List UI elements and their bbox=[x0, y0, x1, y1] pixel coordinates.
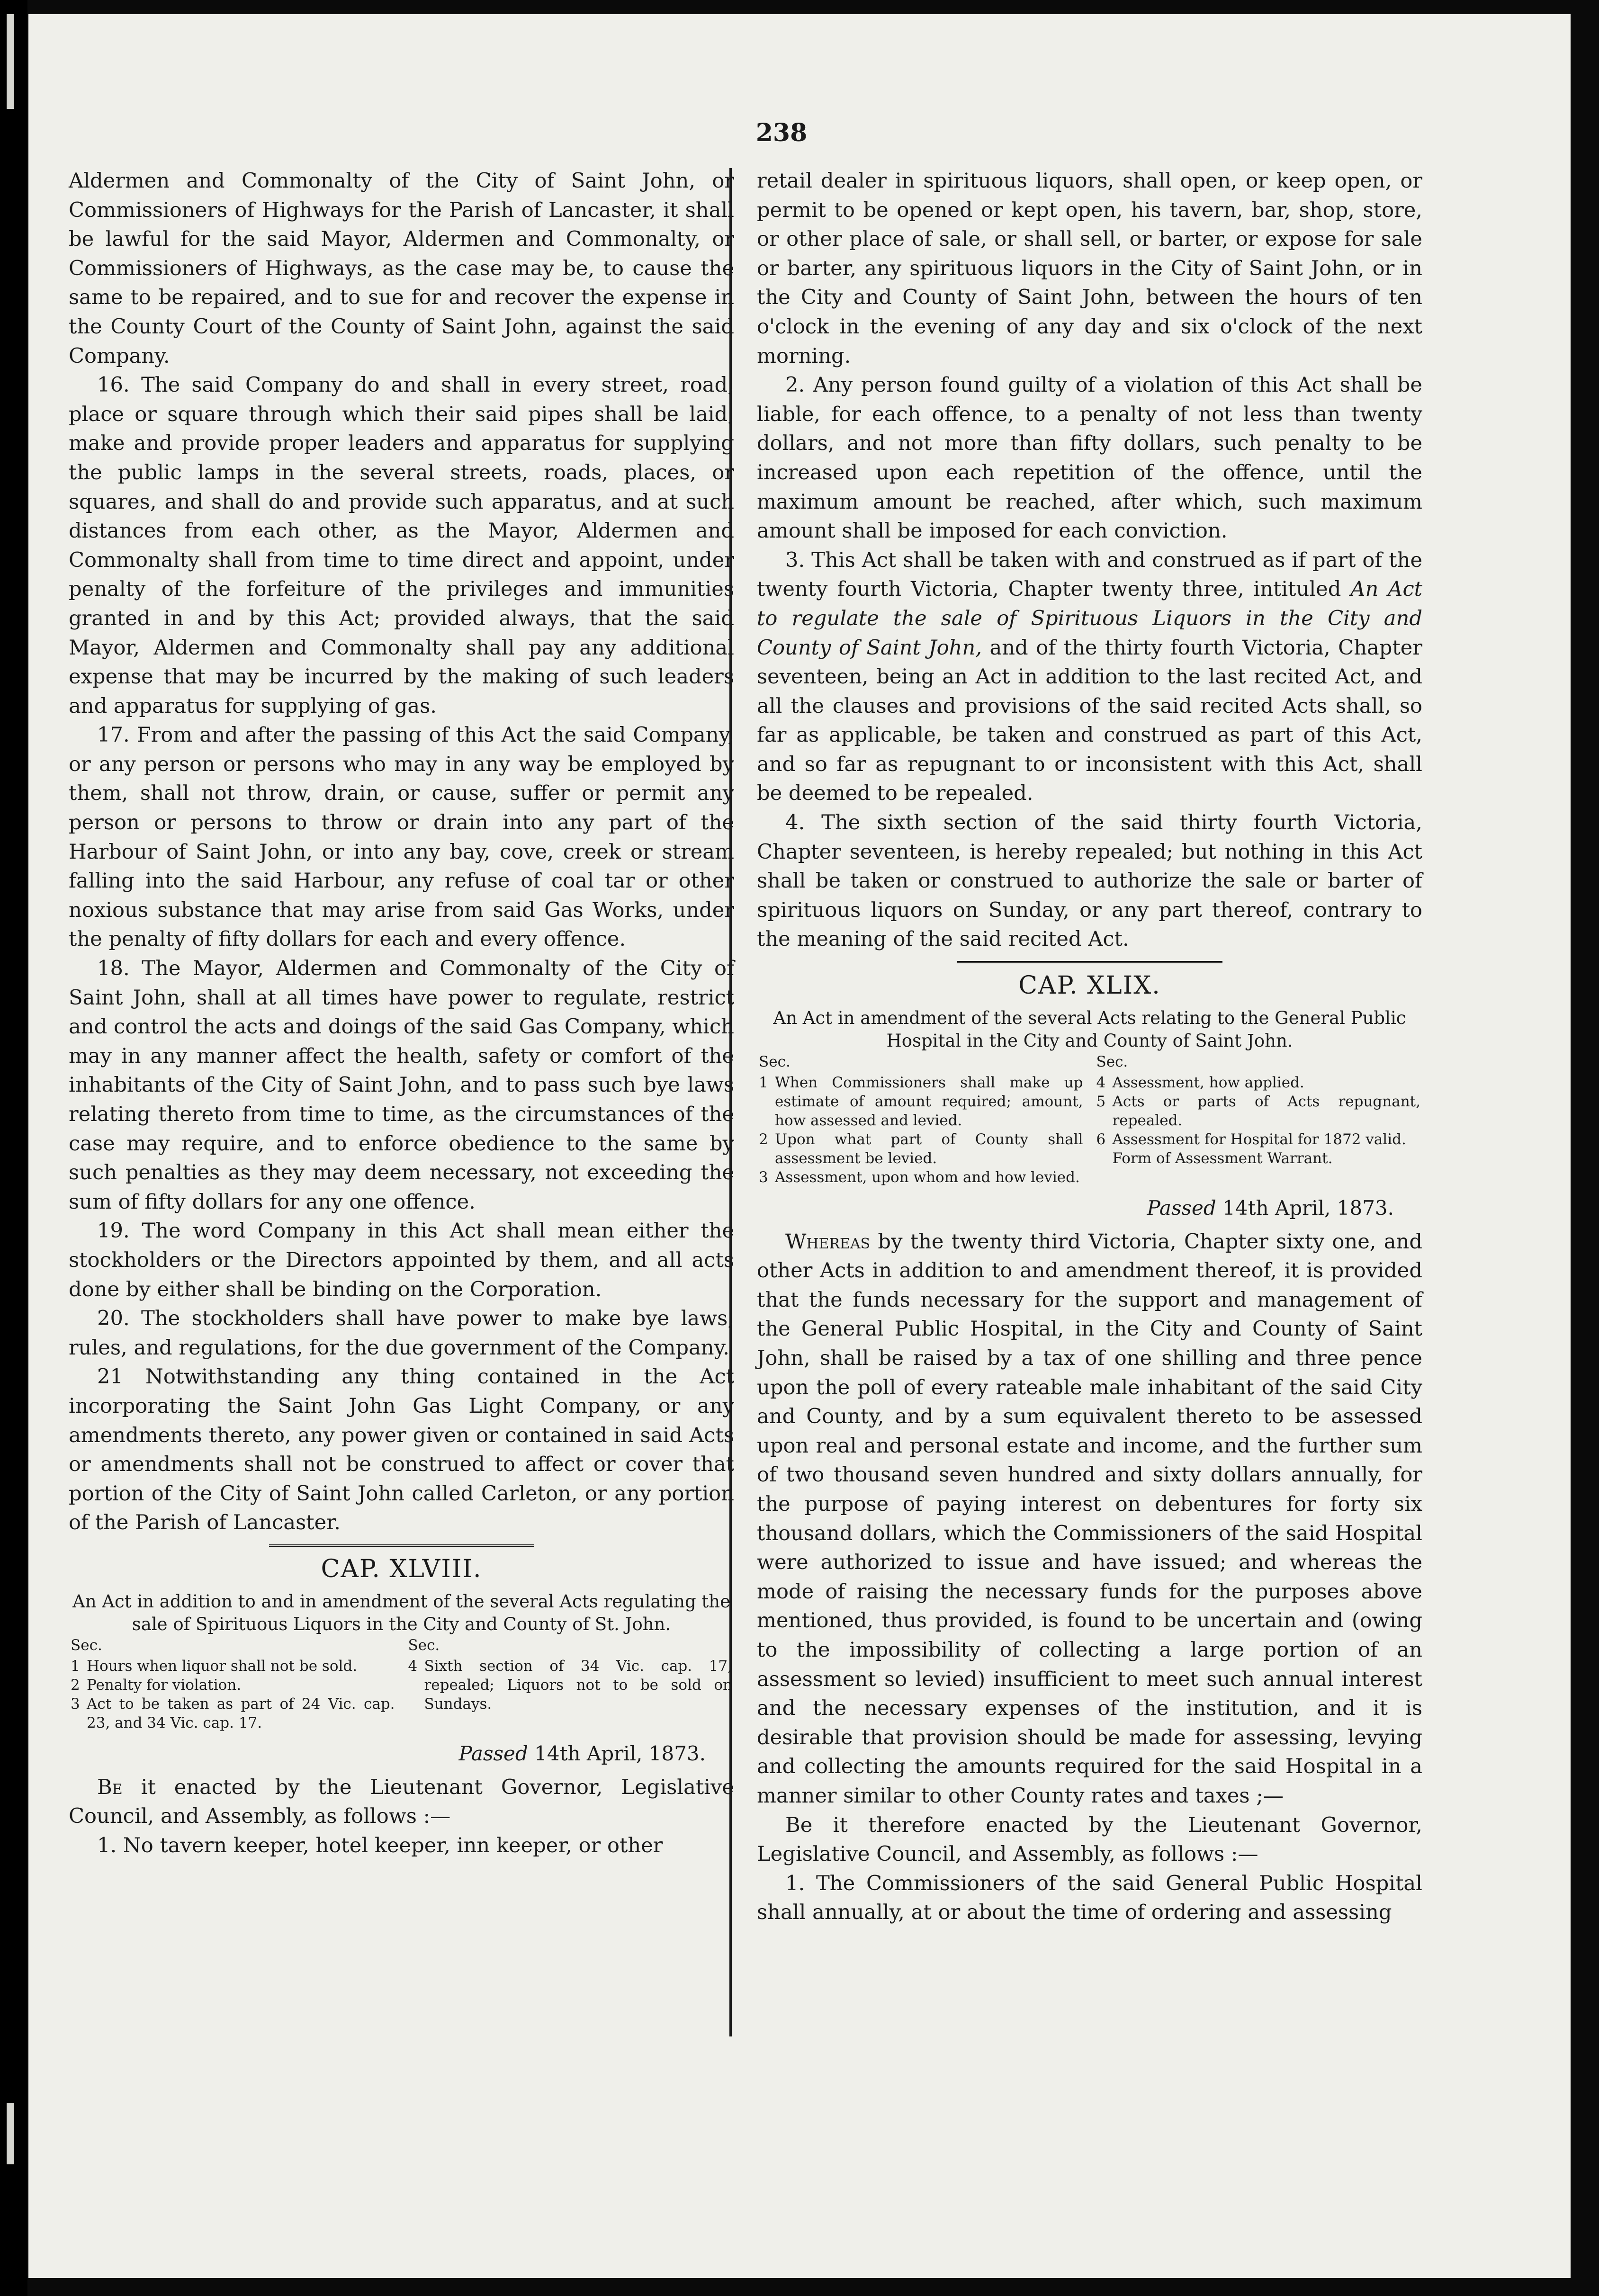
enacting-first-word: Be bbox=[97, 1775, 123, 1799]
page-number: 238 bbox=[755, 118, 808, 147]
section-summary-text: Assessment, upon whom and how levied. bbox=[775, 1169, 1080, 1186]
paragraph-section-19: 19. The word Company in this Act shall mean either the stockholders or the Directors appointed by them, and all acts done by either shall be binding on the Corporation. bbox=[69, 1219, 734, 1301]
scan-edge-mark bbox=[7, 14, 14, 109]
paragraph-section-3 bbox=[757, 546, 1422, 808]
paragraph: retail dealer in spirituous liquors, shall open, or keep open, or permit to be opened or kept open, his tavern, bar, shop, store, or other place of sale, or shall sell, or barter, or expose for sale or barter, any spirituous liquors in the City of Saint John, or in the City and County of Saint John, between the hours of ten o'clock in the evening of any day and six o'clock of the next morning. bbox=[757, 169, 1422, 368]
section-summary-text: Assessment, how applied. bbox=[1112, 1074, 1304, 1092]
section-summary-col-right bbox=[1096, 1052, 1420, 1187]
chapter-rule bbox=[957, 961, 1222, 965]
section-summary-item bbox=[408, 1657, 732, 1713]
section-summary-item bbox=[1096, 1073, 1420, 1092]
section-summary-item bbox=[1096, 1149, 1420, 1168]
passed-label: Passed bbox=[458, 1741, 528, 1765]
section-summary-text: Hours when liquor shall not be sold. bbox=[87, 1657, 358, 1675]
enacting-text: it enacted by the Lieutenant Governor, Legislative Council, and Assembly, as follows :— bbox=[69, 1775, 734, 1829]
paragraph-section-17: 17. From and after the passing of this Act the said Company, or any person or persons who may in any way be employed by them, shall not throw, drain, or cause, suffer or permit any person or persons to throw or drain into any part of the Harbour of Saint John, or into any bay, cove, creek or stream falling into the said Harbour, any refuse of coal tar or other noxious substance that may arise from said Gas Works, under the penalty of fifty dollars for each and every offence. bbox=[69, 723, 734, 951]
chapter-rule bbox=[269, 1544, 534, 1549]
whereas-first-word: Whereas bbox=[785, 1229, 871, 1254]
whereas-preamble bbox=[757, 1228, 1422, 1811]
act-title-italic: An Act to regulate the sale of Spirituous Liquors in the City and County of Saint John, bbox=[757, 577, 1422, 660]
scan-left-edge bbox=[0, 0, 27, 2296]
section-summary-item bbox=[759, 1130, 1083, 1168]
section-summary bbox=[71, 1636, 732, 1732]
left-column bbox=[69, 167, 734, 1860]
paragraph-section-4: 4. The sixth section of the said thirty fourth Victoria, Chapter seventeen, is hereby repealed; but nothing in this Act shall be taken or construed to authorize the sale or barter of spirituous liquors on Sunday, or any part thereof, contrary to the meaning of the said recited Act. bbox=[757, 811, 1422, 951]
section-summary-text: Assessment for Hospital for 1872 valid. bbox=[1112, 1131, 1406, 1148]
paragraph-section-1: 1. The Commissioners of the said General Public Hospital shall annually, at or about the time of ordering and assessing bbox=[757, 1871, 1422, 1925]
passed-day: 14th April, bbox=[1222, 1196, 1331, 1220]
section-number: 2 bbox=[71, 1676, 80, 1694]
sec-label: Sec. bbox=[71, 1636, 102, 1654]
section-summary-col-right bbox=[408, 1636, 732, 1732]
section-summary-item bbox=[71, 1676, 395, 1695]
scan-edge-mark bbox=[7, 2103, 14, 2164]
paragraph-section-2: 2. Any person found guilty of a violation of this Act shall be liable, for each offence, to a penalty of not less than twenty dollars, and not more than fifty dollars, such penalty to be increased upon each repetition of the offence, until the maximum amount be reached, after which, such maximum amount shall be imposed for each conviction. bbox=[757, 373, 1422, 543]
paragraph-section-20: 20. The stockholders shall have power to make bye laws, rules, and regulations, for the due government of the Company. bbox=[69, 1307, 734, 1360]
right-column bbox=[757, 167, 1422, 1928]
chapter-description: An Act in addition to and in amendment of the several Acts regulating the sale of Spirituous Liquors in the City and County of St. John. bbox=[72, 1591, 731, 1634]
section-number: 5 bbox=[1096, 1093, 1106, 1111]
section-number: 6 bbox=[1096, 1131, 1106, 1148]
section-number: 3 bbox=[71, 1695, 80, 1713]
section-summary-text: Sixth section of 34 Vic. cap. 17, repealed; Liquors not to be sold on Sundays. bbox=[424, 1657, 732, 1713]
passed-date bbox=[69, 1739, 706, 1768]
section-summary-text: Upon what part of County shall assessment be levied. bbox=[775, 1131, 1083, 1167]
section-summary-text: Acts or parts of Acts repugnant, repealed. bbox=[1112, 1093, 1420, 1130]
section-number: 4 bbox=[1096, 1074, 1106, 1092]
section-summary-col-left bbox=[71, 1636, 395, 1732]
section-number: 2 bbox=[759, 1131, 768, 1148]
section-number: 4 bbox=[408, 1657, 418, 1675]
section-summary-text: Penalty for violation. bbox=[87, 1676, 242, 1694]
enacting-clause: Be it therefore enacted by the Lieutenant Governor, Legislative Council, and Assembly, as follows :— bbox=[757, 1813, 1422, 1866]
section-summary-text: Form of Assessment Warrant. bbox=[1112, 1150, 1333, 1167]
section-summary-text: Act to be taken as part of 24 Vic. cap. 23, and 34 Vic. cap. 17. bbox=[87, 1695, 395, 1731]
paragraph-text: 3. This Act shall be taken with and construed as if part of the twenty fourth Victoria, Chapter twenty three, intituled bbox=[757, 548, 1422, 601]
section-number: 3 bbox=[759, 1169, 768, 1186]
section-summary-item bbox=[1096, 1092, 1420, 1130]
section-summary-item bbox=[1096, 1130, 1420, 1149]
sec-label: Sec. bbox=[408, 1636, 440, 1654]
section-summary-item bbox=[759, 1073, 1083, 1130]
sec-label: Sec. bbox=[1096, 1053, 1128, 1071]
section-number bbox=[1096, 1149, 1112, 1168]
section-summary-text: When Commissioners shall make up estimate of amount required; amount, how assessed and levied. bbox=[775, 1074, 1083, 1130]
section-number: 1 bbox=[71, 1657, 80, 1675]
section-summary-col-left bbox=[759, 1052, 1083, 1187]
paragraph-text: and of the thirty fourth Victoria, Chapter seventeen, being an Act in addition to the last recited Act, and all the clauses and provisions of the said recited Acts shall, so far as applicable, be taken and construed as part of this Act, and so far as repugnant to or inconsistent with this Act, shall be deemed to be repealed. bbox=[757, 636, 1422, 806]
section-summary bbox=[759, 1052, 1420, 1187]
passed-year: 1873. bbox=[1337, 1196, 1394, 1220]
whereas-text: by the twenty third Victoria, Chapter sixty one, and other Acts in addition to and amendment thereof, it is provided that the funds necessary for the support and management of the General Public Hospital, in the City and County of Saint John, shall be raised by a tax of one shilling and three pence upon the poll of every rateable male inhabitant of the said City and County, and by a sum equivalent thereto to be assessed upon real and personal estate and income, and the further sum of two thousand seven hundred and sixty dollars annually, for the purpose of paying interest on debentures for forty six thousand dollars, which the Commissioners of the said Hospital were authorized to issue and have issued; and whereas the mode of raising the necessary funds for the purposes above mentioned, thus provided, is found to be uncertain and (owing to the impossibility of collecting a large portion of an assessment so levied) insufficient to meet such annual interest and the necessary expenses of the institution, and it is desirable that provision should be made for assessing, levying and collecting the amounts required for the said Hospital in a manner similar to other County rates and taxes ;— bbox=[757, 1229, 1422, 1808]
paragraph-section-16: 16. The said Company do and shall in every street, road, place or square through which their said pipes shall be laid, make and provide proper leaders and apparatus for supplying the public lamps in the several streets, roads, places, or squares, and shall do and provide such apparatus, and at such distances from each other, as the Mayor, Aldermen and Commonalty shall from time to time direct and appoint, under penalty of the forfeiture of the privileges and immunities granted in and by this Act; provided always, that the said Mayor, Aldermen and Commonalty shall pay any additional expense that may be incurred by the making of such leaders and apparatus for supplying of gas. bbox=[69, 373, 734, 718]
passed-day: 14th April, bbox=[534, 1741, 643, 1765]
section-summary-item bbox=[71, 1657, 395, 1676]
paragraph: Aldermen and Commonalty of the City of Saint John, or Commissioners of Highways for the Parish of Lancaster, it shall be lawful for the said Mayor, Aldermen and Commonalty, or Commissioners of Highways, as the case may be, to cause the same to be repaired, and to sue for and recover the expense in the County Court of the County of Saint John, against the said Company. bbox=[69, 169, 734, 368]
passed-year: 1873. bbox=[648, 1741, 706, 1765]
enacting-clause bbox=[69, 1773, 734, 1831]
section-summary-item bbox=[71, 1695, 395, 1732]
section-summary-item bbox=[759, 1168, 1083, 1187]
sec-label: Sec. bbox=[759, 1053, 791, 1071]
paragraph-section-1: 1. No tavern keeper, hotel keeper, inn keeper, or other bbox=[97, 1833, 663, 1857]
chapter-description: An Act in amendment of the several Acts relating to the General Public Hospital in the City and County of Saint John. bbox=[773, 1008, 1406, 1051]
paragraph-section-18: 18. The Mayor, Aldermen and Commonalty of the City of Saint John, shall at all times have power to regulate, restrict and control the acts and doings of the said Gas Company, which may in any manner affect the health, safety or comfort of the inhabitants of the City of Saint John, and to pass such bye laws relating thereto from time to time, as the circumstances of the case may require, and to enforce obedience to the same by such penalties as they may deem necessary, not exceeding the sum of fifty dollars for any one offence. bbox=[69, 957, 734, 1214]
passed-label: Passed bbox=[1147, 1196, 1216, 1220]
paragraph-section-21: 21 Notwithstanding any thing contained in the Act incorporating the Saint John Gas Light Company, or any amendments thereto, any power given or contained in said Acts or amendments shall not be construed to affect or cover that portion of the City of Saint John called Carleton, or any portion of the Parish of Lancaster. bbox=[69, 1365, 734, 1535]
chapter-title: CAP. XLIX. bbox=[1018, 971, 1161, 1000]
passed-date bbox=[757, 1193, 1394, 1223]
chapter-title: CAP. XLVIII. bbox=[321, 1554, 482, 1583]
section-number: 1 bbox=[759, 1074, 768, 1092]
